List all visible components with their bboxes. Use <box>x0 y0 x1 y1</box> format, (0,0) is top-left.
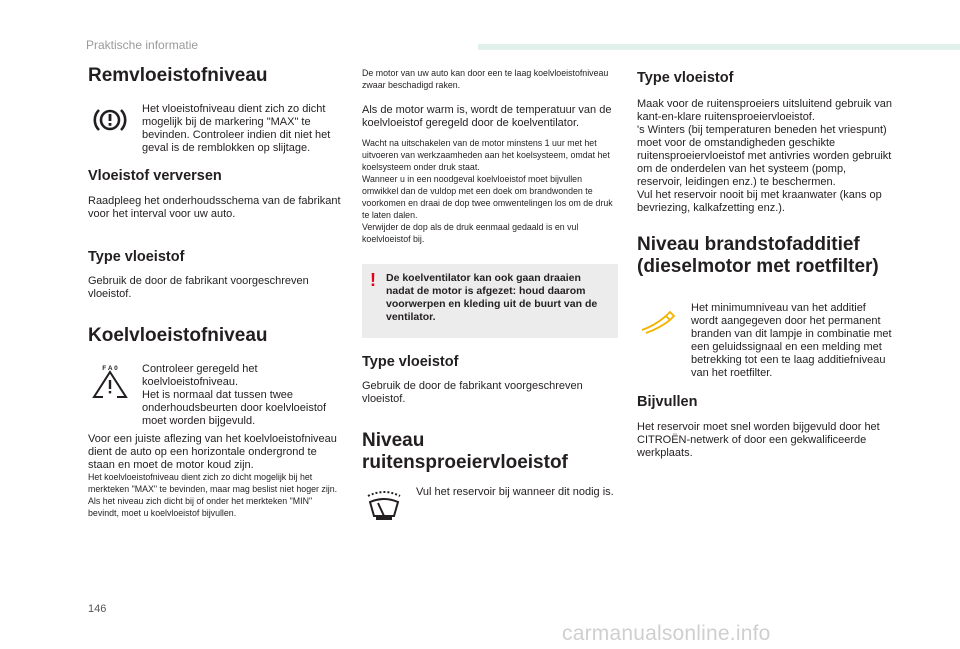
coolant-text-1: Controleer geregeld het koelvloeistofniveau. <box>142 363 258 388</box>
brake-fluid-type-text: Gebruik de door de fabrikant voorgeschreven vloeistof. <box>88 275 309 300</box>
brake-fluid-text: Het vloeistofniveau dient zich zo dicht mogelijk bij de markering "MAX" te bevinden. Controleer indien dit niet het geval is de remblokken op slijtage. <box>142 103 331 154</box>
fuel-additive-icon <box>640 308 678 334</box>
brake-fluid-type-title: Type vloeistof <box>88 249 185 265</box>
coolant-row <box>88 363 344 428</box>
washer-title-line-1: Niveau <box>362 430 425 451</box>
svg-text:F A 0: F A 0 <box>102 365 118 372</box>
fluid-replace-title: Vloeistof verversen <box>88 168 222 184</box>
column-1 <box>88 62 344 520</box>
refill-text: Het reservoir moet snel worden bijgevuld door het CITROËN-netwerk of door een gekwalificeerde werkplaats. <box>637 421 880 459</box>
fan-warning-box <box>362 264 618 338</box>
washer-type-text-1: Maak voor de ruitensproeiers uitsluitend gebruik van kant-en-klare ruitensproeiervloeistof. <box>637 98 892 123</box>
engine-damage-note: De motor van uw auto kan door een te laag koelvloeistofniveau zwaar beschadigd raken. <box>362 68 609 91</box>
additive-row <box>637 302 893 380</box>
washer-title <box>362 430 618 474</box>
coolant-type-title: Type vloeistof <box>362 354 459 370</box>
wait-note: Wacht na uitschakelen van de motor minstens 1 uur met het uitvoeren van werkzaamheden aan het koelsysteem, omdat het koelsysteem onder druk staat. <box>362 138 610 173</box>
coolant-title: Koelvloeistofniveau <box>88 325 268 346</box>
washer-type-text-2: 's Winters (bij temperaturen beneden het vriespunt) moet voor de omstandigheden geschikte ruitensproeiervloeistof met antivries worden gebruikt om de onderdelen van het systeem (pomp, reservoir, leidingen enz.) te beschermen. <box>637 124 892 188</box>
coolant-small-1: Het koelvloeistofniveau dient zich zo dicht mogelijk bij het merkteken "MAX" te bevinden, maar mag beslist niet hoger zijn. <box>88 472 338 495</box>
windscreen-washer-icon <box>364 486 404 522</box>
refill-title: Bijvullen <box>637 394 698 410</box>
fan-warning-text: De koelventilator kan ook gaan draaien nadat de motor is afgezet: houd daarom voorwerpen en kleding uit de buurt van de ventilator. <box>386 272 598 323</box>
washer-type-title: Type vloeistof <box>637 70 734 86</box>
brake-fluid-title: Remvloeistofniveau <box>88 65 268 86</box>
coolant-type-text: Gebruik de door de fabrikant voorgeschreven vloeistof. <box>362 380 583 405</box>
page-number: 146 <box>88 603 107 615</box>
washer-type-text-3: Vul het reservoir nooit bij met kraanwater (kans op bevriezing, kalkafzetting enz.). <box>637 189 882 214</box>
additive-title-line-2: (dieselmotor met roetfilter) <box>637 256 879 277</box>
watermark: carmanualsonline.info <box>562 622 771 645</box>
coolant-reading-text: Voor een juiste aflezing van het koelvloeistofniveau dient de auto op een horizontale ondergrond te staan en moet de motor koud zijn. <box>88 433 337 471</box>
column-2 <box>362 68 618 522</box>
additive-title <box>637 234 893 278</box>
washer-row <box>362 486 618 522</box>
warm-engine-text: Als de motor warm is, wordt de temperatuur van de koelvloeistof geregeld door de koelventilator. <box>362 104 612 129</box>
coolant-text-2: Het is normaal dat tussen twee onderhoudsbeurten door koelvloeistof moet worden bijgevuld. <box>142 389 327 427</box>
section-header: Praktische informatie <box>86 38 199 52</box>
washer-title-line-2: ruitensproeiervloeistof <box>362 452 568 473</box>
brake-warning-icon <box>93 105 127 135</box>
emergency-note: Wanneer u in een noodgeval koelvloeistof moet bijvullen omwikkel dan de vuldop met een doek om brandwonden te voorkomen en draai de dop twee omwentelingen los om de druk te laten dalen. <box>362 174 613 221</box>
coolant-warning-icon <box>92 363 128 399</box>
section-header-bar <box>478 44 960 50</box>
fluid-replace-text: Raadpleeg het onderhoudsschema van de fabrikant voor het interval voor uw auto. <box>88 195 341 220</box>
coolant-small-2: Als het niveau zich dicht bij of onder het merkteken "MIN" bevindt, moet u koelvloeistof bijvullen. <box>88 496 313 519</box>
washer-text: Vul het reservoir bij wanneer dit nodig is. <box>416 486 614 498</box>
brake-fluid-row <box>88 103 344 155</box>
remove-cap-note: Verwijder de dop als de druk eenmaal gedaald is en vul koelvloeistof bij. <box>362 222 579 245</box>
column-3 <box>637 66 893 460</box>
additive-text: Het minimumniveau van het additief wordt aangegeven door het permanent branden van dit lampje in combinatie met een geluidssignaal en een melding met betrekking tot een te laag additiefniveau van het roetfilter. <box>691 302 892 379</box>
warning-exclamation-icon: ! <box>370 270 376 290</box>
additive-title-line-1: Niveau brandstofadditief <box>637 234 860 255</box>
